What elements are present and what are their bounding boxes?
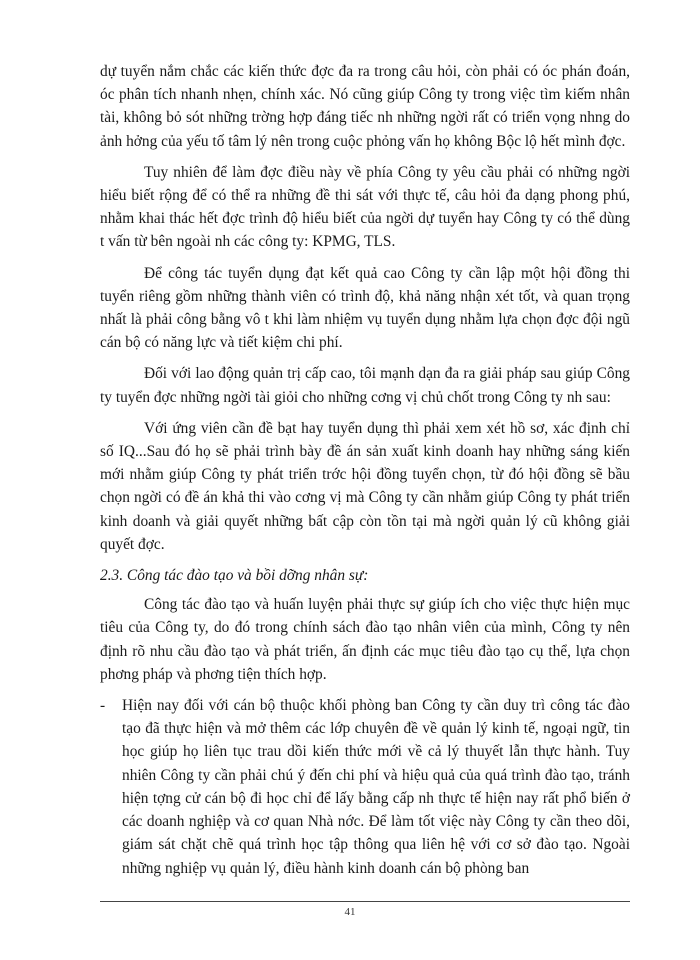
page-number: 41 [344,906,356,918]
paragraph-2: Tuy nhiên để làm đợc điều này về phía Công ty yêu cầu phải có những ngời hiểu biết rộng để có thể ra những đề thi sát với thực tế, câu hỏi đa dạng phong phú, nhằm khai thác hết đợc trình độ hiểu biết của ngời dự tuyển hay Công ty có thể dùng t vấn từ bên ngoài nh các công ty: KPMG, TLS. [100,163,630,251]
bullet-item [100,694,630,880]
paragraph-1: dự tuyển nắm chắc các kiến thức đợc đa ra trong câu hỏi, còn phải có óc phán đoán, óc phân tích nhanh nhẹn, chính xác. Nó cũng giúp Công ty trong việc tìm kiếm nhân tài, không bỏ sót những trờng hợp đáng tiếc nh những ngời rất có triển vọng nhng do ảnh hởng của yếu tố tâm lý nên trong cuộc phỏng vấn họ không Bộc lộ hết mình đợc. [100,63,630,150]
bullet-text: Hiện nay đối với cán bộ thuộc khối phòng ban Công ty cần duy trì công tác đào tạo đã thực hiện và mở thêm các lớp chuyên đề về quản lý kinh tế, ngoại ngữ, tin học giúp họ liên tục trau dồi kiến thức mới về cả lý thuyết lẫn thực hành. Tuy nhiên Công ty cần phải chú ý đến chi phí và hiệu quả của quá trình đào tạo, tránh hiện tợng cử cán bộ đi học chỉ để lấy bằng cấp nh thực tế hiện nay rất phổ biến ở các doanh nghiệp và cơ quan Nhà nớc. Để làm tốt việc này Công ty cần theo dõi, giám sát chặt chẽ quá trình học tập thông qua liên hệ với cơ sở đào tạo. Ngoài những nghiệp vụ quản lý, điều hành kinh doanh cán bộ phòng ban [122,697,630,877]
bullet-dash-icon: - [100,697,106,715]
section-paragraph: Công tác đào tạo và huấn luyện phải thực sự giúp ích cho việc thực hiện mục tiêu của Công ty, do đó trong chính sách đào tạo nhân viên của mình, Công ty nên định rõ nhu cầu đào tạo và phát triển, ấn định các mục tiêu đào tạo cụ thể, lựa chọn phơng pháp và phơng tiện thích hợp. [100,596,630,683]
section-heading: 2.3. Công tác đào tạo và bồi dỡng nhân sự: [100,567,369,585]
page-body [100,60,630,880]
paragraph-3: Để công tác tuyển dụng đạt kết quả cao Công ty cần lập một hội đồng thi tuyển riêng gồm những thành viên có trình độ, khả năng nhận xét tốt, và quan trọng nhất là phải công bằng vô t khi làm nhiệm vụ tuyển dụng nhằm lựa chọn đợc đội ngũ cán bộ có năng lực và tiết kiệm chi phí. [100,264,630,352]
paragraph-4: Đối với lao động quản trị cấp cao, tôi mạnh dạn đa ra giải pháp sau giúp Công ty tuyển đợc những ngời tài giỏi cho những cơng vị chủ chốt trong Công ty nh sau: [100,365,630,406]
footer-divider [100,901,630,902]
paragraph-5: Với ứng viên cần đề bạt hay tuyển dụng thì phải xem xét hồ sơ, xác định chỉ số IQ...Sau đó họ sẽ phải trình bày đề án sản xuất kinh doanh hay những sáng kiến mới nhằm giúp Công ty phát triển trớc hội đồng tuyển chọn, từ đó hội đồng sẽ bầu chọn ngời có đề án khả thi vào cơng vị mà Công ty cần nhằm giúp Công ty phát triển kinh doanh và giải quyết những bất cập còn tồn tại mà ngời quản lý cũ không giải quyết đợc. [100,419,630,553]
